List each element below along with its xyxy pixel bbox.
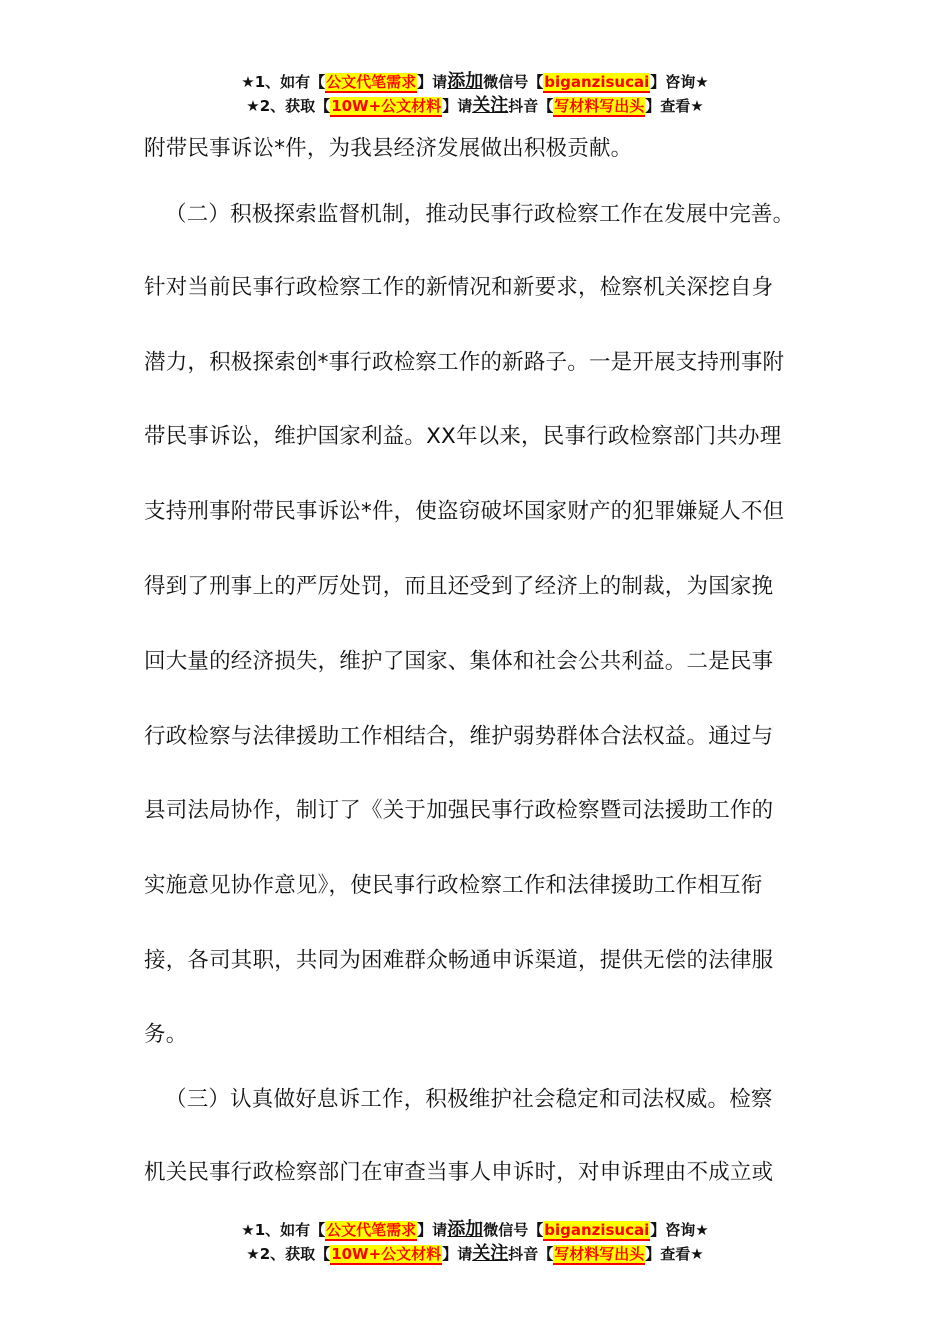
body-line: 行政检察与法律援助工作相结合，维护弱势群体合法权益。通过与 [144,724,774,749]
footer-text: 】咨询★ [650,1221,709,1239]
body-line: 回大量的经济损失，维护了国家、集体和社会公共利益。二是民事 [144,649,774,674]
footer-line-1 [0,1218,950,1242]
header-douyin-id: 写材料写出头 [554,97,645,115]
footer-wechat-id: biganzisucai [544,1221,650,1239]
body-line: 务。 [144,1022,188,1047]
header-banner [0,70,950,118]
footer-line-2 [0,1242,950,1266]
footer-highlight: 公文代笔需求 [326,1221,417,1239]
body-line: 实施意见协作意见》，使民事行政检察工作和法律援助工作相互衔 [144,873,763,898]
header-text: 】查看★ [645,97,704,115]
footer-text: 抖音【 [508,1245,554,1263]
body-line: 接，各司其职，共同为困难群众畅通申诉渠道，提供无偿的法律服 [144,948,774,973]
footer-emphasis: 添加 [447,1219,484,1240]
footer-text: ★2、获取【 [246,1245,331,1263]
body-line: 县司法局协作，制订了《关于加强民事行政检察暨司法援助工作的 [144,798,774,823]
footer-emphasis: 关注 [472,1243,509,1264]
header-text: 抖音【 [508,97,554,115]
header-line-1 [0,70,950,94]
header-emphasis: 关注 [472,95,509,116]
footer-text: 微信号【 [483,1221,544,1239]
section-heading-2: （二）积极探索监督机制，推动民事行政检察工作在发展中完善。 [165,202,795,227]
body-line: 支持刑事附带民事诉讼*件，使盗窃破坏国家财产的犯罪嫌疑人不但 [144,499,785,524]
footer-text: ★1、如有【 [241,1221,326,1239]
footer-text: 】请 [417,1221,448,1239]
header-text: 】咨询★ [650,73,709,91]
body-line: 潜力，积极探索创*事行政检察工作的新路子。一是开展支持刑事附 [144,350,785,375]
footer-text: 】请 [442,1245,473,1263]
body-line: 针对当前民事行政检察工作的新情况和新要求，检察机关深挖自身 [144,275,774,300]
body-line: 得到了刑事上的严厉处罚，而且还受到了经济上的制裁，为国家挽 [144,574,774,599]
header-text: ★1、如有【 [241,73,326,91]
section-heading-3: （三）认真做好息诉工作，积极维护社会稳定和司法权威。检察 [165,1087,773,1112]
header-emphasis: 添加 [447,71,484,92]
footer-text: 】查看★ [645,1245,704,1263]
header-text: ★2、获取【 [246,97,331,115]
footer-highlight: 10W+公文材料 [331,1245,442,1263]
body-line: 附带民事诉讼*件，为我县经济发展做出积极贡献。 [144,136,633,161]
header-line-2 [0,94,950,118]
footer-banner [0,1218,950,1266]
footer-douyin-id: 写材料写出头 [554,1245,645,1263]
header-text: 】请 [417,73,448,91]
header-text: 】请 [442,97,473,115]
header-highlight: 公文代笔需求 [326,73,417,91]
header-text: 微信号【 [483,73,544,91]
header-highlight: 10W+公文材料 [331,97,442,115]
body-line: 带民事诉讼，维护国家利益。XX年以来，民事行政检察部门共办理 [144,424,782,449]
body-line: 机关民事行政检察部门在审查当事人申诉时，对申诉理由不成立或 [144,1160,774,1185]
header-wechat-id: biganzisucai [544,73,650,91]
